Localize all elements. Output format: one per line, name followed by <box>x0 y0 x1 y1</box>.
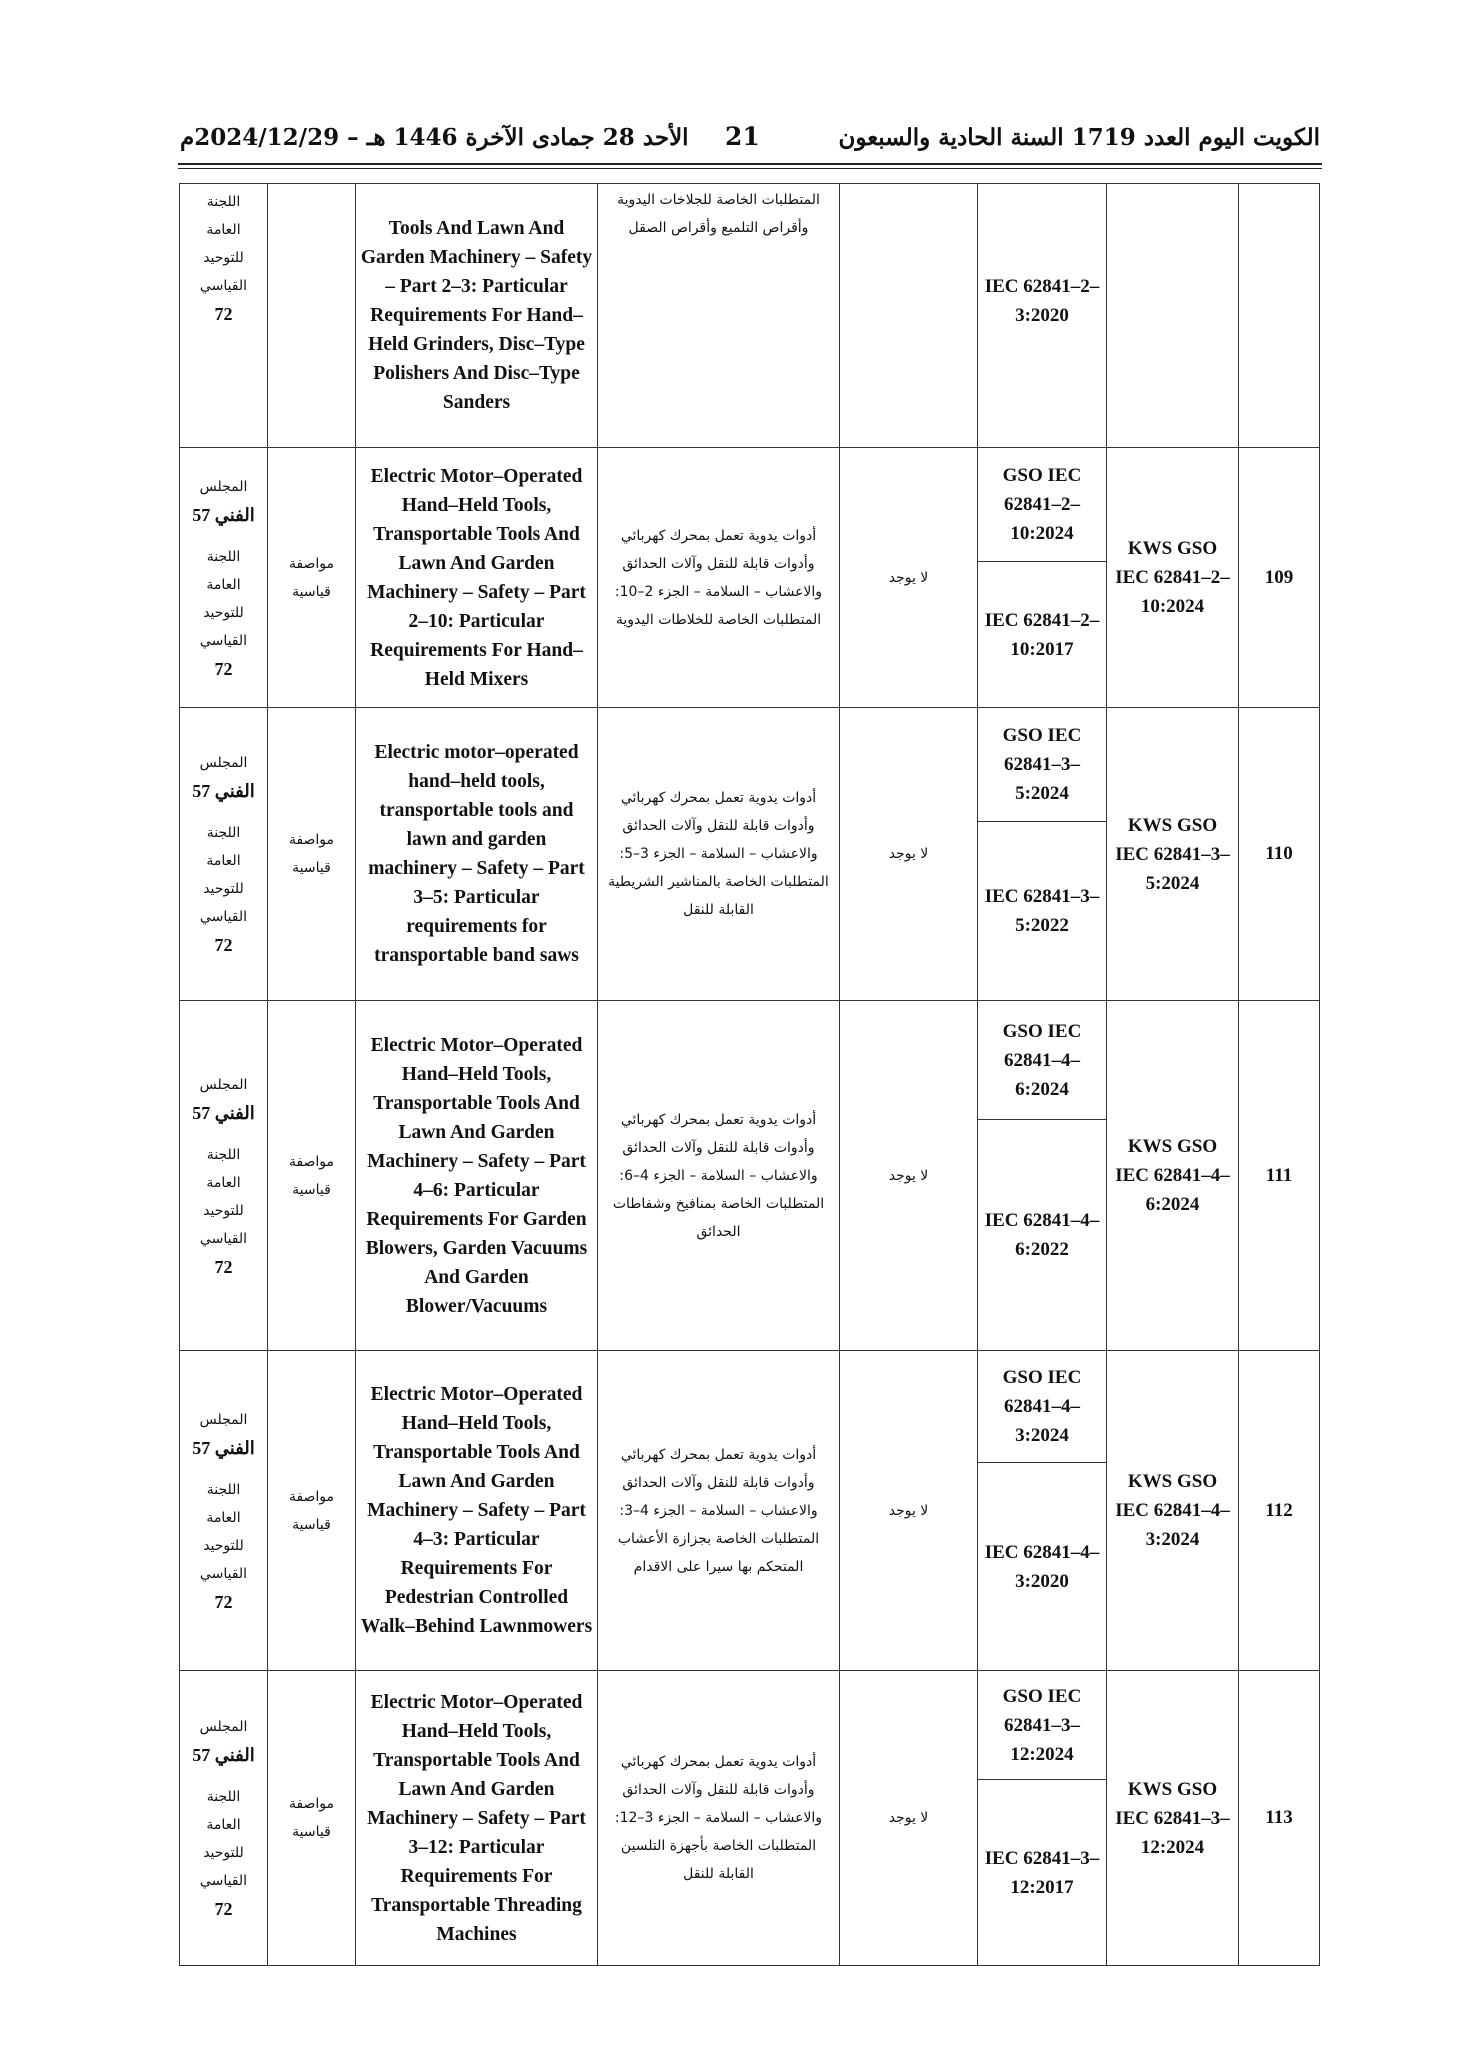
council-line: المجلس <box>199 1719 248 1735</box>
equivalent-cell <box>840 448 978 708</box>
english-title-cell: Electric Motor–Operated Hand–Held Tools, Transportable Tools And Lawn And Garden Machinery – Safety – Part 4–3: Particular Requirements For Pedestrian Controlled Walk–Behind Lawnmowers <box>356 1351 598 1671</box>
type-cell <box>268 184 356 448</box>
equivalent-none: لا يوجد <box>888 1167 929 1184</box>
committee-line: اللجنة <box>206 548 241 565</box>
row-number-cell <box>1239 184 1320 448</box>
row-number-cell: 113 <box>1239 1671 1320 1966</box>
council-line: المجلس <box>199 1411 248 1428</box>
row-number-cell: 109 <box>1239 448 1320 708</box>
committee-cell <box>180 708 268 1001</box>
type-line: مواصفة <box>288 1153 335 1170</box>
kws-code-cell: KWS GSO IEC 62841–4–3:2024 <box>1107 1351 1239 1671</box>
table-row <box>180 184 1320 448</box>
table-row <box>180 1671 1320 1780</box>
equivalent-none: لا يوجد <box>888 846 929 862</box>
committee-line: العامة <box>206 1174 241 1191</box>
council-line: الفني 57 <box>192 1102 255 1123</box>
committee-line: للتوحيد <box>203 604 244 621</box>
type-cell <box>268 1351 356 1671</box>
committee-cell <box>180 448 268 708</box>
gso-code-cell: GSO IEC 62841–4–3:2024 <box>978 1351 1107 1463</box>
kws-code-cell: KWS GSO IEC 62841–3–12:2024 <box>1107 1671 1239 1966</box>
kws-code-cell: KWS GSO IEC 62841–4–6:2024 <box>1107 1001 1239 1351</box>
row-number-cell: 112 <box>1239 1351 1320 1671</box>
english-title-cell: Tools And Lawn And Garden Machinery – Safety – Part 2–3: Particular Requirements For Hand–Held Grinders, Disc–Type Polishers And Disc–Type Sanders <box>356 184 598 448</box>
committee-line: القياسي <box>199 909 248 925</box>
committee-cell <box>180 1671 268 1966</box>
committee-line: للتوحيد <box>203 1202 244 1219</box>
committee-number: 72 <box>214 1256 233 1277</box>
council-line: الفني 57 <box>192 1437 255 1458</box>
equivalent-cell <box>840 708 978 1001</box>
council-line: الفني 57 <box>192 1745 255 1765</box>
table-row <box>180 1001 1320 1120</box>
arabic-title-cell: أدوات يدوية تعمل بمحرك كهربائي وأدوات قابلة للنقل وآلات الحدائق والاعشاب – السلامة – الجزء 2–10: المتطلبات الخاصة للخلاطات اليدوية <box>598 448 840 708</box>
council-line: المجلس <box>199 478 248 495</box>
committee-line: للتوحيد <box>203 1845 244 1861</box>
page-number: 21 <box>725 122 760 151</box>
committee-line: العامة <box>206 576 241 593</box>
kws-code-cell <box>1107 184 1239 448</box>
equivalent-none: لا يوجد <box>888 569 929 586</box>
committee-number: 72 <box>214 935 233 955</box>
iec-code-cell: IEC 62841–4–3:2020 <box>978 1463 1107 1671</box>
committee-cell <box>180 184 268 448</box>
table-row <box>180 448 1320 562</box>
gso-code-cell: GSO IEC 62841–3–5:2024 <box>978 708 1107 822</box>
committee-cell <box>180 1351 268 1671</box>
table-row <box>180 708 1320 822</box>
committee-line: القياسي <box>199 1565 248 1582</box>
type-cell <box>268 1671 356 1966</box>
council-line: الفني 57 <box>192 781 255 801</box>
equivalent-cell <box>840 1001 978 1351</box>
english-title-cell: Electric Motor–Operated Hand–Held Tools, Transportable Tools And Lawn And Garden Machinery – Safety – Part 4–6: Particular Requirements For Garden Blowers, Garden Vacuums And Garden Blower/Vacuums <box>356 1001 598 1351</box>
equivalent-cell <box>840 184 978 448</box>
iec-code-cell: IEC 62841–3–12:2017 <box>978 1780 1107 1966</box>
committee-line: العامة <box>206 1817 241 1833</box>
row-number-cell: 110 <box>1239 708 1320 1001</box>
equivalent-cell <box>840 1671 978 1966</box>
type-line: مواصفة <box>288 1488 335 1505</box>
type-line: مواصفة <box>288 1796 335 1812</box>
header-rule-thick <box>178 163 1322 165</box>
committee-line: العامة <box>206 1509 241 1526</box>
committee-line: اللجنة <box>206 825 241 841</box>
header-publication: الكويت اليوم العدد 1719 السنة الحادية والسبعون <box>838 124 1320 151</box>
table-row <box>180 1351 1320 1463</box>
committee-line: اللجنة <box>206 1146 241 1163</box>
equivalent-none: لا يوجد <box>888 1502 929 1519</box>
gso-code-cell: GSO IEC 62841–3–12:2024 <box>978 1671 1107 1780</box>
committee-line: القياسي <box>199 1873 248 1889</box>
iec-code-cell: IEC 62841–4–6:2022 <box>978 1120 1107 1351</box>
type-line: قياسية <box>292 860 331 876</box>
type-cell <box>268 448 356 708</box>
arabic-title-cell: المتطلبات الخاصة للجلاخات اليدوية وأقراص التلميع وأقراص الصقل <box>598 184 840 448</box>
committee-line: للتوحيد <box>203 250 244 266</box>
council-line: المجلس <box>199 755 248 771</box>
page-header <box>180 120 1320 160</box>
gso-code-cell: GSO IEC 62841–2–10:2024 <box>978 448 1107 562</box>
gso-code-cell: GSO IEC 62841–4–6:2024 <box>978 1001 1107 1120</box>
header-rule-thin <box>178 168 1322 169</box>
committee-number: 72 <box>214 1899 233 1919</box>
type-line: قياسية <box>292 1824 331 1840</box>
standards-table <box>179 183 1320 1966</box>
type-cell <box>268 1001 356 1351</box>
english-title-cell: Electric Motor–Operated Hand–Held Tools, Transportable Tools And Lawn And Garden Machinery – Safety – Part 2–10: Particular Requirements For Hand–Held Mixers <box>356 448 598 708</box>
equivalent-cell <box>840 1351 978 1671</box>
committee-line: القياسي <box>199 278 248 294</box>
iec-code-cell: IEC 62841–2–10:2017 <box>978 562 1107 708</box>
type-line: مواصفة <box>288 555 335 572</box>
council-line: المجلس <box>199 1076 248 1093</box>
committee-number: 72 <box>214 1591 233 1612</box>
committee-line: العامة <box>206 853 241 869</box>
type-line: قياسية <box>292 1181 331 1198</box>
row-number-cell: 111 <box>1239 1001 1320 1351</box>
english-title-cell: Electric Motor–Operated Hand–Held Tools, Transportable Tools And Lawn And Garden Machinery – Safety – Part 3–12: Particular Requirements For Transportable Threading Machines <box>356 1671 598 1966</box>
type-line: قياسية <box>292 583 331 600</box>
committee-line: اللجنة <box>206 194 241 210</box>
equivalent-none: لا يوجد <box>888 1810 929 1826</box>
committee-number: 72 <box>214 658 233 679</box>
council-line: الفني 57 <box>192 504 255 525</box>
committee-line: اللجنة <box>206 1789 241 1805</box>
iec-code-cell: IEC 62841–3–5:2022 <box>978 822 1107 1001</box>
committee-cell <box>180 1001 268 1351</box>
kws-code-cell: KWS GSO IEC 62841–3–5:2024 <box>1107 708 1239 1001</box>
kws-code-cell: KWS GSO IEC 62841–2–10:2024 <box>1107 448 1239 708</box>
english-title-cell: Electric motor–operated hand–held tools, transportable tools and lawn and garden machinery – Safety – Part 3–5: Particular requirements for transportable band saws <box>356 708 598 1001</box>
type-line: قياسية <box>292 1516 331 1533</box>
arabic-title-cell: أدوات يدوية تعمل بمحرك كهربائي وأدوات قابلة للنقل وآلات الحدائق والاعشاب – السلامة – الجزء 4–3: المتطلبات الخاصة بجزازة الأعشاب المتحكم بها سيرا على الاقدام <box>598 1351 840 1671</box>
committee-line: للتوحيد <box>203 881 244 897</box>
committee-line: القياسي <box>199 1230 248 1247</box>
committee-number: 72 <box>214 304 233 324</box>
committee-line: اللجنة <box>206 1481 241 1498</box>
type-cell <box>268 708 356 1001</box>
committee-line: العامة <box>206 222 241 238</box>
arabic-title-cell: أدوات يدوية تعمل بمحرك كهربائي وأدوات قابلة للنقل وآلات الحدائق والاعشاب – السلامة – الجزء 3–5: المتطلبات الخاصة بالمناشير الشريطية القابلة للنقل <box>598 708 840 1001</box>
committee-line: للتوحيد <box>203 1537 244 1554</box>
arabic-title-cell: أدوات يدوية تعمل بمحرك كهربائي وأدوات قابلة للنقل وآلات الحدائق والاعشاب – السلامة – الجزء 4–6: المتطلبات الخاصة بمنافيخ وشفاطات الحدائق <box>598 1001 840 1351</box>
header-date: الأحد 28 جمادى الآخرة 1446 هـ – 2024/12/29م <box>180 124 689 151</box>
arabic-title-cell: أدوات يدوية تعمل بمحرك كهربائي وأدوات قابلة للنقل وآلات الحدائق والاعشاب – السلامة – الجزء 3–12: المتطلبات الخاصة بأجهزة التلسين القابلة للنقل <box>598 1671 840 1966</box>
type-line: مواصفة <box>288 832 335 848</box>
iec-code-cell: IEC 62841–2–3:2020 <box>978 184 1107 448</box>
committee-line: القياسي <box>199 632 248 649</box>
